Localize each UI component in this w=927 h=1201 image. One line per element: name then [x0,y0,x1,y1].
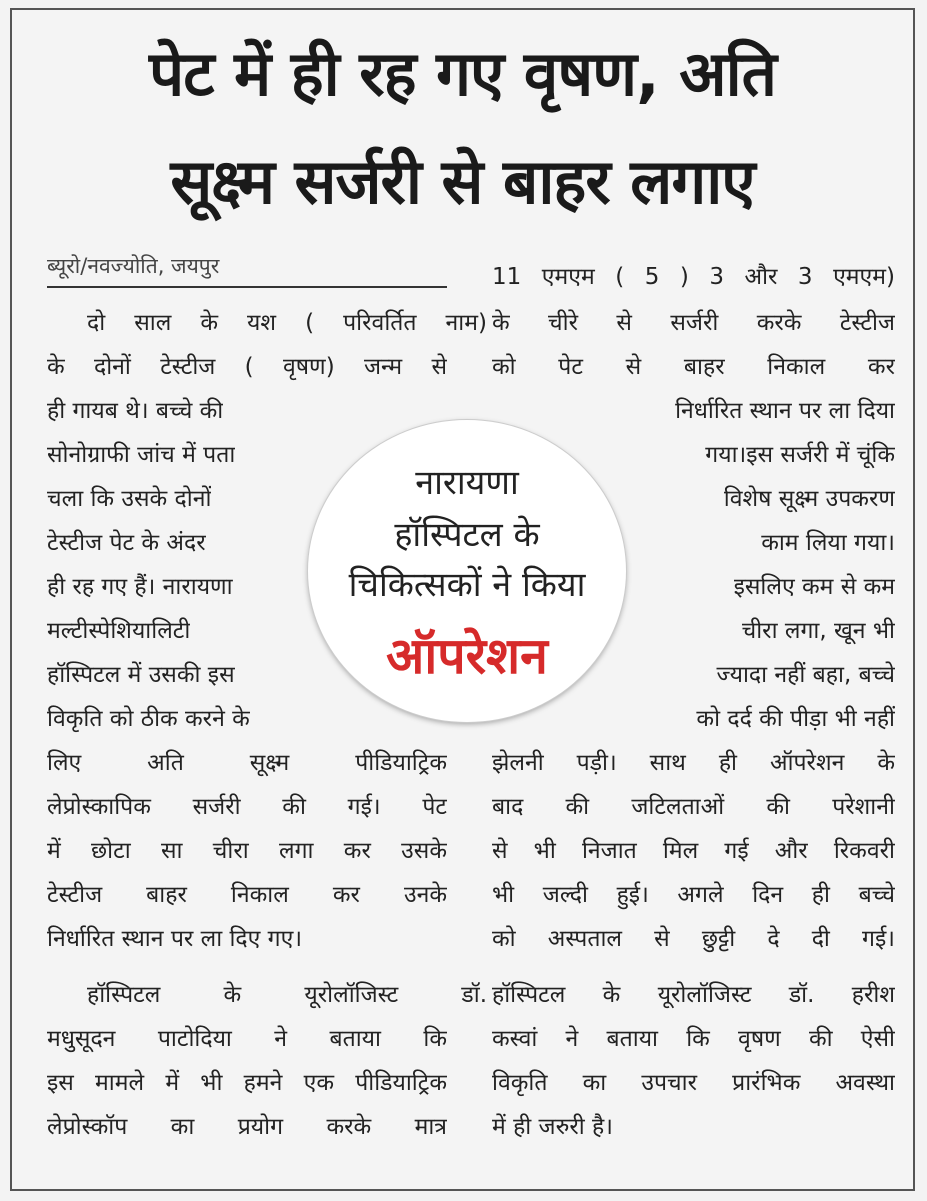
left-line: लेप्रोस्कापिक सर्जरी की गई। पेट [47,794,447,820]
left-line: सोनोग्राफी जांच में पता [47,442,236,468]
right-line: हॉस्पिटल के यूरोलॉजिस्ट डॉ. हरीश [492,982,895,1008]
left-line: लेप्रोस्कॉप का प्रयोग करके मात्र [47,1114,447,1140]
right-line: गया।इस सर्जरी में चूंकि [705,442,895,468]
right-line: विकृति का उपचार प्रारंभिक अवस्था [492,1070,895,1096]
left-line: विकृति को ठीक करने के [47,706,250,732]
callout-line-1: नारायणा [415,463,519,503]
right-line: को दर्द की पीड़ा भी नहीं [696,706,895,732]
left-line: हॉस्पिटल के यूरोलॉजिस्ट डॉ. [87,982,487,1008]
left-line: इस मामले में भी हमने एक पीडियाट्रिक [47,1070,447,1096]
left-line: दो साल के यश ( परिवर्तित नाम) [87,310,487,336]
left-line: के दोनों टेस्टीज ( वृषण) जन्म से [47,354,447,380]
left-line: हॉस्पिटल में उसकी इस [47,662,235,688]
right-line: में ही जरुरी है। [492,1114,613,1140]
left-line: लिए अति सूक्ष्म पीडियाट्रिक [47,750,447,776]
right-line: चीरा लगा, खून भी [741,618,895,644]
headline-line-2: सूक्ष्म सर्जरी से बाहर लगाए [170,145,755,218]
left-line: टेस्टीज बाहर निकाल कर उनके [47,882,447,908]
left-line: मल्टीस्पेशियालिटी [47,618,191,644]
right-line: भी जल्दी हुई। अगले दिन ही बच्चे [492,882,895,908]
callout-highlight: ऑपरेशन [386,627,548,685]
callout-circle [308,420,626,722]
headline-line-1: पेट में ही रह गए वृषण, अति [149,37,776,110]
left-line: ही गायब थे। बच्चे की [47,398,224,424]
left-line: टेस्टीज पेट के अंदर [47,530,206,556]
left-line: में छोटा सा चीरा लगा कर उसके [47,838,447,864]
right-line: काम लिया गया। [761,530,895,556]
right-line: 11 एमएम ( 5 ) 3 और 3 एमएम) [492,264,895,290]
left-line: निर्धारित स्थान पर ला दिए गए। [47,926,303,952]
byline: ब्यूरो/नवज्योति, जयपुर [47,252,447,288]
right-line: से भी निजात मिल गई और रिकवरी [492,838,895,864]
left-line: चला कि उसके दोनों [47,486,212,512]
left-line: ही रह गए हैं। नारायणा [47,574,233,600]
right-line: विशेष सूक्ष्म उपकरण [723,486,895,512]
callout-line-3: चिकित्सकों ने किया [348,565,586,605]
right-line: के चीरे से सर्जरी करके टेस्टीज [492,310,895,336]
right-line: को पेट से बाहर निकाल कर [492,354,895,380]
right-line: बाद की जटिलताओं की परेशानी [492,794,895,820]
callout-line-2: हॉस्पिटल के [394,515,540,555]
right-line: इसलिए कम से कम [733,574,895,600]
left-line: मधुसूदन पाटोदिया ने बताया कि [47,1026,447,1052]
right-line: को अस्पताल से छुट्टी दे दी गई। [492,926,895,952]
right-line: झेलनी पड़ी। साथ ही ऑपरेशन के [492,750,895,776]
right-line: निर्धारित स्थान पर ला दिया [675,398,895,424]
right-line: कस्वां ने बताया कि वृषण की ऐसी [492,1026,895,1052]
right-line: ज्यादा नहीं बहा, बच्चे [716,662,895,688]
